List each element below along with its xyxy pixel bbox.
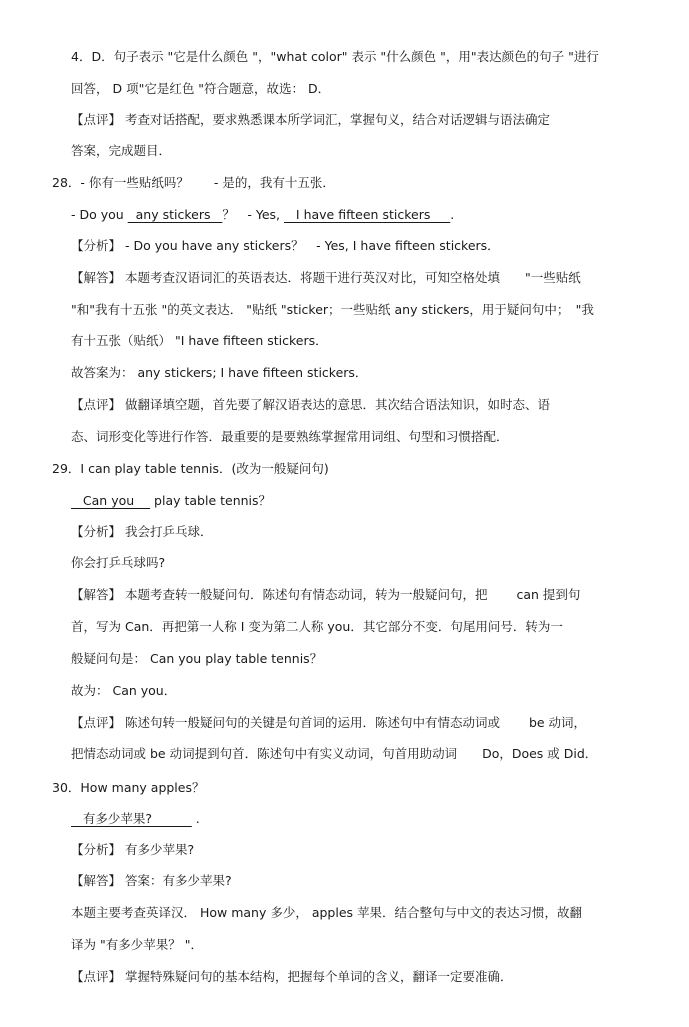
answer-suffix: .	[450, 207, 455, 222]
comment-line: 【点评】 陈述句转一般疑问句的关键是句首词的运用．陈述句中有情态动词或 be 动词，	[71, 715, 587, 730]
answer-middle: ？ - Yes,	[222, 207, 284, 222]
question-28-answer-line	[71, 207, 454, 223]
text-line: 态、词形变化等进行作答．最重要的是要熟练掌握常用词组、句型和习惯搭配．	[71, 429, 509, 444]
text-line: 本题主要考查英译汉． How many 多少， apples 苹果．结合整句与中文的表达习惯，故翻	[71, 905, 582, 920]
text-line: 答案，完成题目．	[71, 143, 172, 158]
question-29-answer-line	[71, 493, 271, 509]
analysis-line: 【分析】 我会打乒乓球．	[71, 524, 213, 539]
analysis-line: 【分析】 - Do you have any stickers？ - Yes, I have fifteen stickers．	[71, 238, 500, 253]
answer-summary: 故为： Can you．	[71, 683, 177, 698]
question-28-title: 28．- 你有一些贴纸吗？ - 是的，我有十五张．	[52, 175, 335, 190]
question-30-title: 30．How many apples？	[52, 780, 205, 795]
answer-summary: 故答案为： any stickers; I have fifteen stickers．	[71, 365, 368, 380]
answer-blank-2: I have fifteen stickers	[284, 207, 451, 222]
text-line: 有十五张（贴纸） "I have fifteen stickers．	[71, 333, 328, 348]
answer-suffix: .	[191, 811, 200, 826]
text-line: 首，写为 Can．再把第一人称 I 变为第二人称 you．其它部分不变．句尾用问号．转为一	[71, 619, 563, 634]
text-line: 你会打乒乓球吗?	[71, 555, 166, 570]
answer-blank-1: any stickers	[127, 207, 223, 222]
comment-line: 【点评】 做翻译填空题，首先要了解汉语表达的意思．其次结合语法知识，如时态、语	[71, 397, 550, 412]
analysis-line: 【分析】 有多少苹果?	[71, 842, 195, 857]
question-29-title: 29．I can play table tennis．(改为一般疑问句)	[52, 461, 329, 476]
solution-line: 【解答】 本题考查汉语词汇的英语表达．将题干进行英汉对比，可知空格处填 "一些贴纸	[71, 270, 581, 285]
text-line: 译为 "有多少苹果？ "．	[71, 937, 203, 952]
answer-prefix: - Do you	[71, 207, 128, 222]
text-line: 4．D．句子表示 "它是什么颜色 "，"what color" 表示 "什么颜色 "，用"表达颜色的句子 "进行	[71, 49, 599, 64]
text-line: 把情态动词或 be 动词提到句首．陈述句中有实义动词，句首用助动词 Do，Does 或 Did．	[71, 746, 598, 761]
question-30-answer-line	[71, 811, 200, 827]
comment-line: 【点评】 掌握特殊疑问句的基本结构，把握每个单词的含义，翻译一定要准确．	[71, 969, 513, 984]
answer-blank: Can you	[71, 493, 151, 508]
solution-line: 【解答】 本题考查转一般疑问句．陈述句有情态动词，转为一般疑问句，把 can 提到句	[71, 587, 581, 602]
text-line: 般疑问句是： Can you play table tennis？	[71, 651, 323, 666]
text-line: 回答， D 项"它是红色 "符合题意，故选： D．	[71, 81, 331, 96]
answer-rest: play table tennis？	[150, 493, 272, 508]
text-line: "和"我有十五张 "的英文表达． "贴纸 "sticker；一些贴纸 any stickers，用于疑问句中； "我	[71, 302, 594, 317]
answer-blank: 有多少苹果?	[71, 811, 192, 826]
solution-line: 【解答】 答案：有多少苹果?	[71, 873, 232, 888]
text-line: 【点评】 考查对话搭配，要求熟悉课本所学词汇，掌握句义，结合对话逻辑与语法确定	[71, 112, 550, 127]
